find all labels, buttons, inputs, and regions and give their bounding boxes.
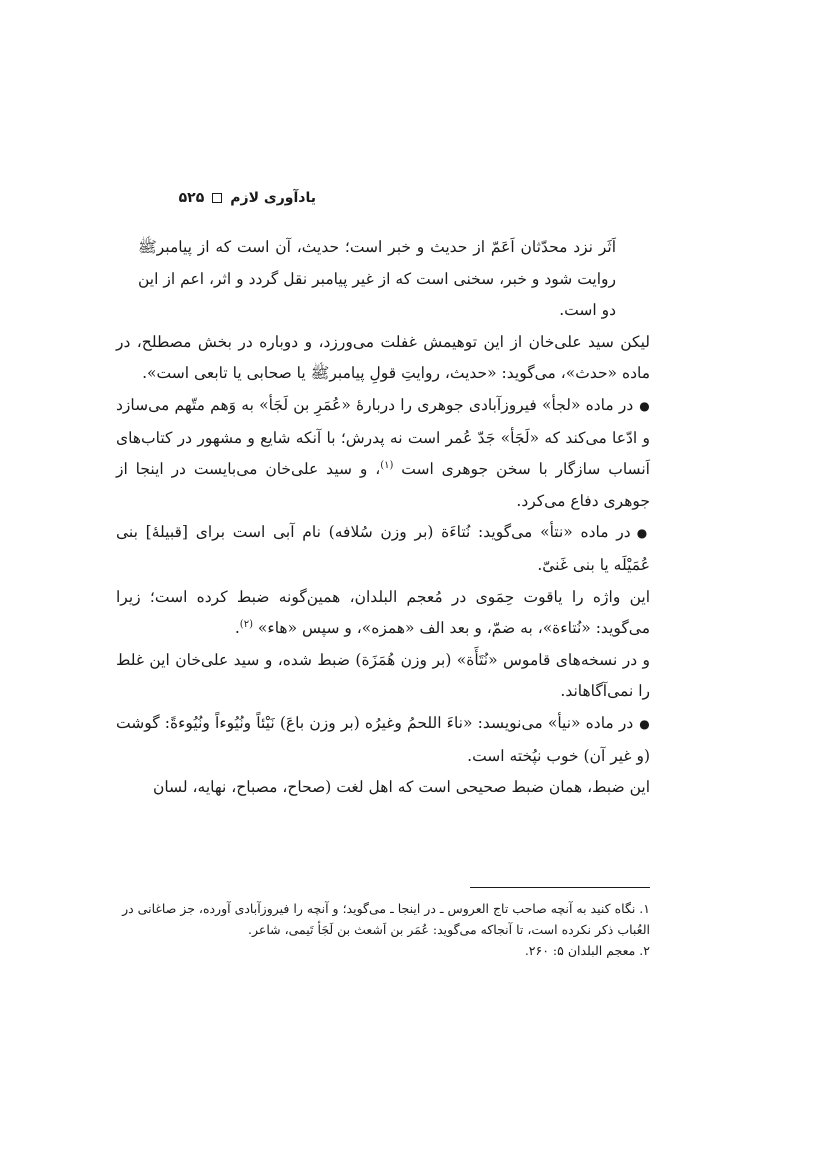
footnote-ref[interactable]: (۱) bbox=[380, 460, 394, 471]
quoted-paragraph: اَثَر نزد محدّثان اَعَمّ از حدیث و خبر است؛ حدیث، آن است که از پیامبرﷺ روایت شود و خبر، سخنی است که از غیر پیامبر نقل گردد و اثر، اعم از این دو است. bbox=[138, 238, 616, 320]
main-text bbox=[116, 232, 650, 804]
footnote: ۲. معجم البلدان ۵: ۲۶۰. bbox=[524, 943, 650, 958]
paragraph-text: در ماده «لجأ» فیروزآبادی جوهری را دربارهٔ «عُمَرِ بن لَجَأ» به وَهم متّهم می‌سازد و ادّعا می‌کند که «لَجَأ» جَدّ عُمر است نه پدرش؛ با آنکه شایع و مشهور در کتاب‌های اَنساب سازگار با سخن جوهری است bbox=[116, 395, 650, 479]
footnote: ۱. نگاه کنید به آنچه صاحب تاج العروس ـ در اینجا ـ می‌گوید؛ و آنچه را فیروزآبادی آورده، جز صاغانی در العُباب ذکر نکرده است، تا آنجاکه می‌گوید: عُمَر بن اَشعث بن لَجَأ تَیمی، شاعر. bbox=[122, 901, 650, 937]
footnote-divider bbox=[470, 887, 650, 888]
page-number: ۵۲۵ bbox=[178, 190, 205, 206]
bullet-paragraph: ● در ماده «نتأ» می‌گوید: نُتاءَة (بر وزن سُلافه) نام آبی است برای [قبیلهٔ] بنی عُمَیْلَه یا بنی غَنیّ. bbox=[116, 517, 650, 581]
paragraph: این ضبط، همان ضبط صحیحی است که اهل لغت (صحاح، مصباح، نهایه، لسان bbox=[152, 778, 650, 797]
header-title: یادآوری لازم bbox=[230, 190, 316, 206]
running-header bbox=[116, 190, 316, 206]
paragraph: و در نسخه‌های قاموس «نُتَأَة» (بر وزن هُمَزَة) ضبط شده، و سید علی‌خان این غلط را نمی‌آگاهاند. bbox=[116, 650, 650, 701]
square-icon bbox=[212, 193, 222, 203]
paragraph-text: این واژه را یاقوت حِمَوی در مُعجم البلدان، همین‌گونه ضبط کرده است؛ زیرا می‌گوید: «نُتاءة»، به ضمّ، و بعد الف «همزه»، و سپس «هاء» bbox=[116, 587, 650, 638]
footnotes bbox=[116, 898, 650, 961]
footnote-ref[interactable]: (۲) bbox=[239, 618, 253, 630]
bullet-paragraph: ● در ماده «نیأ» می‌نویسد: «ناءَ اللحمُ وغیرُه (بر وزن باعَ) نَیْئاً ونُیُوءاً ونُیُوءةً: گوشت (و غیر آن) خوب نپُخته است. bbox=[116, 708, 650, 772]
paragraph-text: ، و سید علی‌خان می‌بایست در اینجا از جوهری دفاع می‌کرد. bbox=[116, 460, 650, 510]
paragraph: لیکن سید علی‌خان از این توهیمش غفلت می‌ورزد، و دوباره در بخش مصطلح، در ماده «حدث»، می‌گوید: «حدیث، روایتِ قولِ پیامبرﷺ یا صحابی یا تابعی است». bbox=[116, 332, 650, 383]
paragraph bbox=[116, 582, 650, 645]
bullet-paragraph bbox=[116, 390, 650, 517]
paragraph-text: . bbox=[234, 619, 240, 638]
